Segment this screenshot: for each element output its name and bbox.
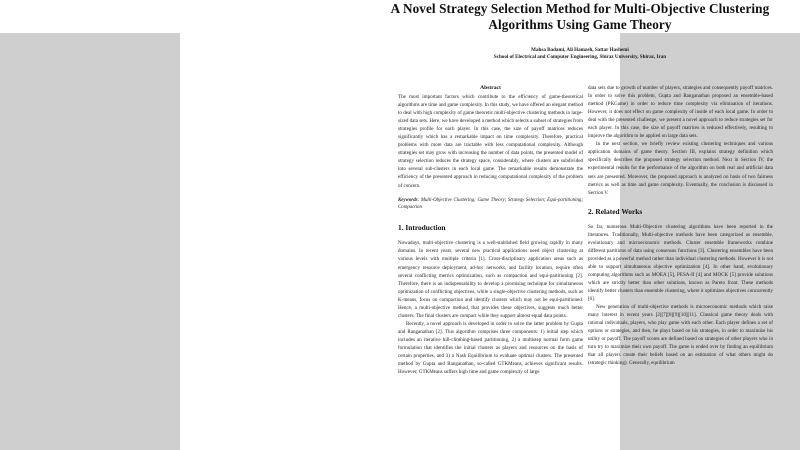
related-works-paragraph-1: So far, numerous Multi-Objective clustering algorithms have been reported in the literatures. Traditionally, Multi-objective methods have been categorized as ensemble, evolutionary and microeconomic methods. Cluster ensemble frameworks combine different partitions of data using consensus functions [3]. Clustering ensembles have been provided as a powerful method rather than individual clustering methods. However it is not able to support simultaneous objective optimization [4]. In other hand, evolutionary computing algorithms such as MOEA [5], PESA-II [4] and MOCK [5] provide solutions which are strictly better than other solutions, known as Pareto front. These methods identify better clusters than ensemble clustering, where it optimizes objectives concurrently [6]. (588, 223, 773, 303)
keywords-label: Keywords (398, 197, 418, 203)
abstract-heading: Abstract (480, 85, 501, 91)
introduction-continuation-2: In the next section, we briefly review existing clustering techniques and various application domains of game theory. Section III, explains strategy definition which specifically describes the proposed strategy selection method. Next in Section IV, the experimental results for the performance of the algorithm on both real and artificial data sets are presented. Moreover, the proposed approach is analyzed on basis of two fairness metrics as well as time and game complexity. Eventually, the conclusion is discussed in Section V. (588, 141, 773, 196)
related-works-paragraph-2: New generation of multi-objective methods is microeconomic methods which raise many interest in recent years [2][7][8][9][10][11]. Classical game theory deals with rational individuals, players, who play game with each other. Each player defines a set of options or strategies, and then, he plays based on his strategies, in order to maximize his utility or payoff. The payoff scores are defined based on strategies of other players who in turn try to maximize their own payoff. The game is ended over by finding an equilibrium that all players create their beliefs based on an estimation of what others might do (strategic thinking). Generally, equilibrium (588, 304, 773, 367)
two-column-body (360, 84, 800, 450)
right-column (588, 84, 773, 368)
abstract-text: The most important factors which contribute to the efficiency of game-theoretical algorithms are time and game complexity. In this study, we have offered an elegant method to deal with high complexity of game theoretic multi-objective clustering methods in large-sized data sets. Here, we have developed a method which selects a subset of strategies from strategies profile for each player. In this case, the size of payoff matrices reduces significantly which has a remarkable impact on time complexity. Therefore, practical problems with more data are tractable with less computational complexity. Although strategies set may grow with increasing the number of data points, the presented model of strategy selection reduces the strategy space, considerably, where clusters are subdivided into several sub-clusters in each local game. The remarkable results demonstrate the efficiency of the presented approach in reducing computational complexity of the problem of concern. (398, 94, 583, 189)
introduction-paragraph-2: Recently, a novel approach is developed in order to solve the latter problem by Gupta and Ranganathan [2]. This algorithm comprises three components: 1) initial step which includes an iterative hill-climbing-based partitioning, 2) a multistep normal form game formulation that identifies the initial clusters as players and resources on the basis of certain properties, and 3) a Nash Equilibrium to evaluate optimal clusters. The presented method by Gupta and Ranganathan, so-called GTKMeans, achieves significant results. However, GTKMeans suffers high time and game complexity of large (398, 320, 583, 376)
author-list: Mahsa Badami, Ali Hamzeh, Sattar Hashemi (531, 47, 629, 53)
keywords-text: Multi-Objective Clustering; Game Theory; Strategy Selection; Equi-partitioning; Compaction (398, 197, 583, 210)
section-heading-introduction: 1. Introduction (398, 223, 446, 233)
page-title: A Novel Strategy Selection Method for Multi-Objective Clustering Algorithms Using Game Theory (390, 1, 770, 32)
keywords-line (398, 197, 583, 212)
author-block (360, 47, 800, 62)
title-block (360, 1, 800, 32)
left-column (398, 84, 583, 376)
affiliation-line: School of Electrical and Computer Engineering, Shiraz University, Shiraz, Iran (493, 54, 667, 60)
section-heading-related-works: 2. Related Works (588, 206, 643, 216)
keywords-separator: : (417, 197, 421, 203)
paper-sheet (180, 0, 773, 450)
introduction-continuation-1: data sets due to growth of number of players, strategies and consequently payoff matrices. In order to solve this problem, Gupta and Ranganathan proposed an ensemble-based method (PKGame) in order to reduce time complexity via elimination of iterations. However, it does not effect on game complexity of inside of each local game. In order to deal with the presented challenge, we present a novel approach to reduce strategies set for each player. In this case, the size of payoff matrices is reduced effectively, resulting to improve the algorithm to be applied on large data sets. (588, 85, 773, 140)
introduction-paragraph-1: Nowadays, multi-objective clustering is a well-stablished field growing rapidly in many domains. In recent years, several new practical applications need object clustering at various levels with multiple criteria [1]. Cross-disciplinary application areas such as emergency resource deployment, ad-hoc networks, and facility location, require often several conflicting metrics optimization, such as compaction and equi-partitioning [2]. Therefore, there is an indispensability to develop a promising technique for simultaneous optimization of conflicting objectives, while a single-objective clustering methods, such as K-means, focus on compaction and identify clusters which may not be equi-partitioned. Hence, a multi-objective method, that provides these objectives, suggests much better clusters. The final clusters are compact while they support almost equal data points. (398, 240, 583, 319)
